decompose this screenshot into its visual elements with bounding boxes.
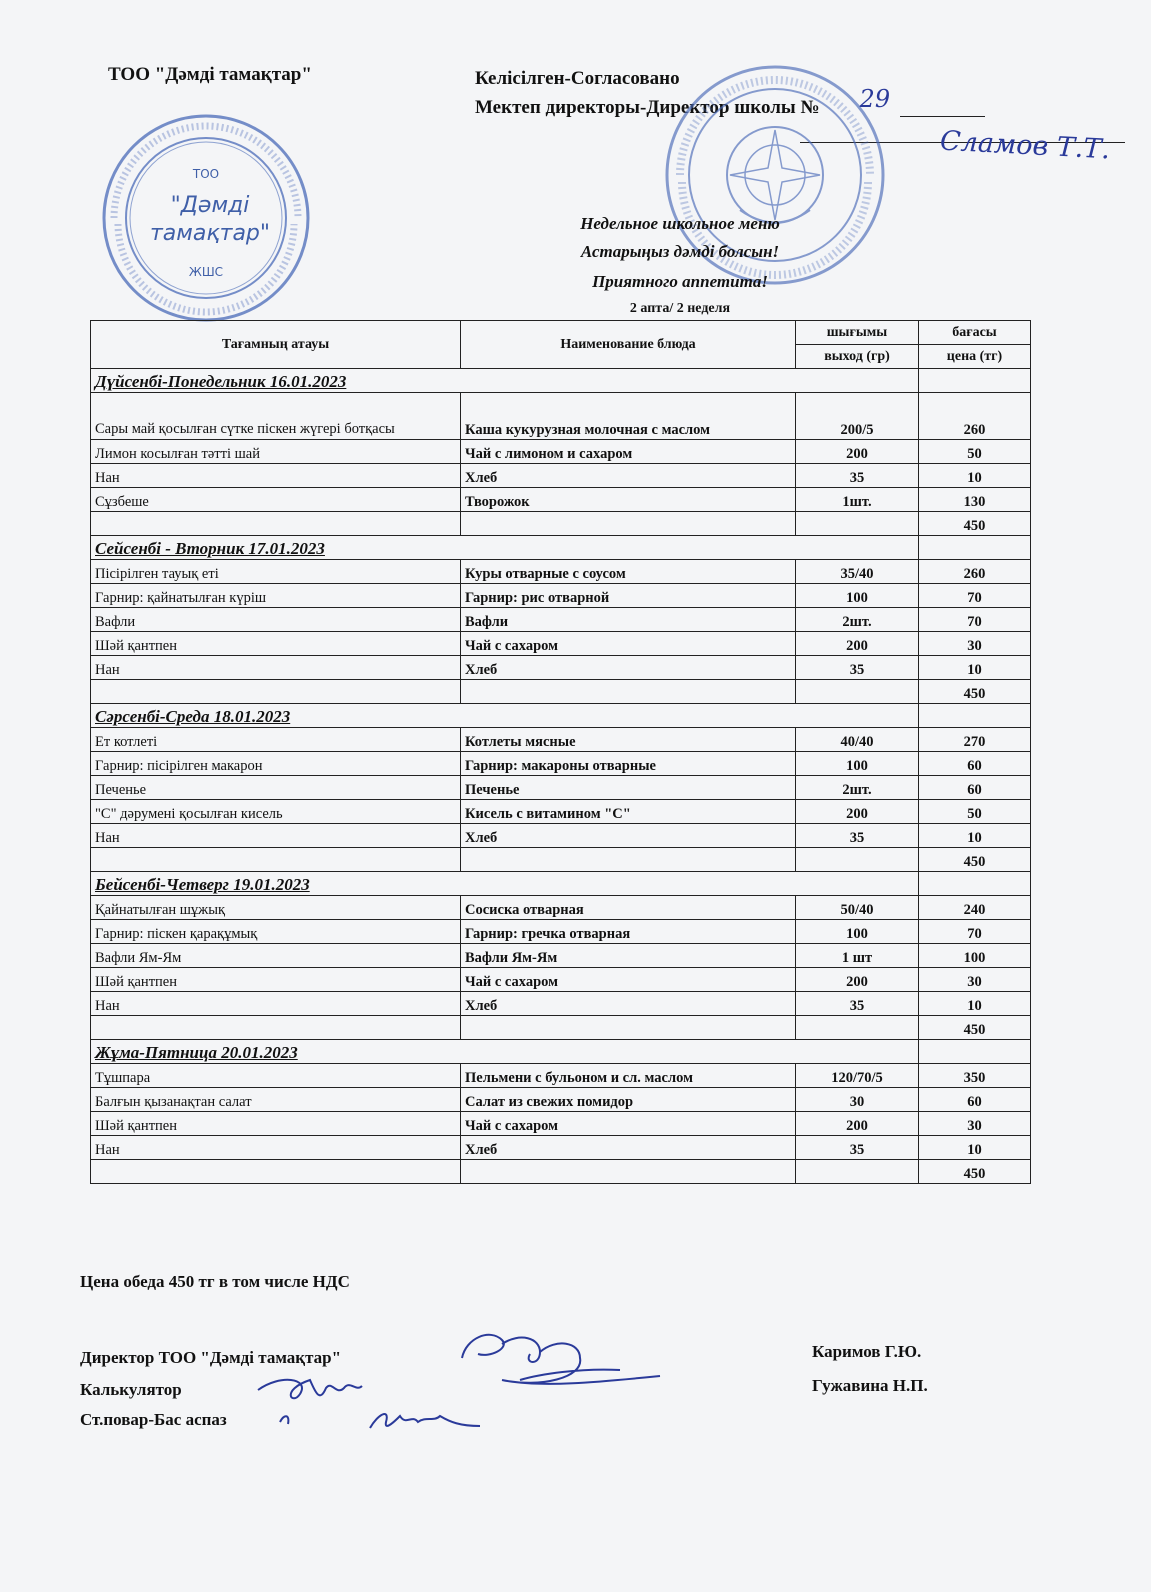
table-header-row [91, 321, 1031, 345]
table-row [91, 488, 1031, 512]
director-signature: Сламов Т.Т. [939, 125, 1111, 166]
dish-name-ru: Печенье [461, 776, 796, 800]
table-row [91, 752, 1031, 776]
dish-name-kz: Тұшпара [91, 1064, 461, 1088]
dish-name-ru: Хлеб [461, 656, 796, 680]
dish-output: 1шт. [796, 488, 919, 512]
dish-name-ru: Хлеб [461, 992, 796, 1016]
dish-price: 60 [919, 776, 1031, 800]
dish-output: 2шт. [796, 608, 919, 632]
dish-price: 260 [919, 560, 1031, 584]
table-row [91, 896, 1031, 920]
dish-price: 10 [919, 1136, 1031, 1160]
dish-name-kz: Гарнир: пісірілген макарон [91, 752, 461, 776]
dish-output: 200 [796, 440, 919, 464]
dish-output: 200 [796, 632, 919, 656]
dish-name-kz: Нан [91, 1136, 461, 1160]
day-name: Бейсенбі-Четверг 19.01.2023 [91, 872, 919, 896]
dish-name-kz: Сұзбеше [91, 488, 461, 512]
calculator-signature-stroke [258, 1380, 362, 1398]
day-name: Дүйсенбі-Понедельник 16.01.2023 [91, 369, 919, 393]
empty-cell [919, 1040, 1031, 1064]
title-line3: Приятного аппетита! [592, 272, 768, 291]
dish-name-ru: Пельмени с бульоном и сл. маслом [461, 1064, 796, 1088]
empty-cell [461, 1016, 796, 1040]
stamp-name-line1: "Дәмді [170, 193, 250, 218]
day-name: Жұма-Пятница 20.01.2023 [91, 1040, 919, 1064]
day-total: 450 [919, 1160, 1031, 1184]
dish-output: 35 [796, 992, 919, 1016]
dish-name-kz: Гарнир: қайнатылған күріш [91, 584, 461, 608]
dish-name-kz: Шәй қантпен [91, 632, 461, 656]
col-header-output-kz: шығымы [796, 321, 919, 345]
dish-name-ru: Вафли [461, 608, 796, 632]
dish-name-kz: Шәй қантпен [91, 1112, 461, 1136]
dish-price: 70 [919, 584, 1031, 608]
empty-cell [919, 704, 1031, 728]
dish-output: 200/5 [796, 393, 919, 440]
col-header-price-kz: бағасы [919, 321, 1031, 345]
dish-output: 40/40 [796, 728, 919, 752]
dish-name-kz: Пісірілген тауық еті [91, 560, 461, 584]
dish-price: 60 [919, 1088, 1031, 1112]
day-header-row [91, 369, 1031, 393]
day-total-row [91, 1160, 1031, 1184]
dish-price: 60 [919, 752, 1031, 776]
dish-output: 2шт. [796, 776, 919, 800]
week-label: 2 апта/ 2 неделя [629, 301, 731, 316]
dish-price: 10 [919, 992, 1031, 1016]
dish-name-ru: Чай с сахаром [461, 632, 796, 656]
day-total-row [91, 680, 1031, 704]
col-header-price-ru: цена (тг) [919, 345, 1031, 369]
dish-name-ru: Чай с лимоном и сахаром [461, 440, 796, 464]
dish-price: 10 [919, 656, 1031, 680]
title-line2: Астарыңыз дәмді болсын! [580, 242, 780, 261]
empty-cell [796, 1016, 919, 1040]
dish-name-ru: Гарнир: рис отварной [461, 584, 796, 608]
dish-name-kz: Сары май қосылған сүтке піскен жүгері ботқасы [91, 393, 461, 440]
director-label: Директор ТОО "Дәмді тамақтар" [80, 1348, 342, 1367]
dish-output: 35 [796, 464, 919, 488]
menu-table [90, 320, 1031, 1184]
dish-name-ru: Гарнир: гречка отварная [461, 920, 796, 944]
dish-output: 35/40 [796, 560, 919, 584]
empty-cell [796, 848, 919, 872]
company-stamp [100, 112, 312, 324]
day-header-row [91, 1040, 1031, 1064]
table-row [91, 656, 1031, 680]
table-row [91, 944, 1031, 968]
col-header-ru: Наименование блюда [461, 321, 796, 369]
dish-name-kz: Қайнатылған шұжық [91, 896, 461, 920]
dish-output: 35 [796, 656, 919, 680]
school-number: 29 [859, 85, 891, 113]
day-total-row [91, 512, 1031, 536]
empty-cell [796, 680, 919, 704]
day-total: 450 [919, 1016, 1031, 1040]
table-row [91, 800, 1031, 824]
calculator-label: Калькулятор [80, 1380, 182, 1399]
dish-name-kz: Вафли [91, 608, 461, 632]
price-note: Цена обеда 450 тг в том числе НДС [80, 1272, 350, 1291]
col-header-output-ru: выход (гр) [796, 345, 919, 369]
dish-name-ru: Куры отварные с соусом [461, 560, 796, 584]
dish-name-kz: Ет котлеті [91, 728, 461, 752]
school-number-underline [900, 116, 985, 117]
dish-price: 100 [919, 944, 1031, 968]
dish-name-kz: Печенье [91, 776, 461, 800]
day-header-row [91, 872, 1031, 896]
dish-price: 30 [919, 1112, 1031, 1136]
dish-name-ru: Чай с сахаром [461, 1112, 796, 1136]
dish-name-kz: Шәй қантпен [91, 968, 461, 992]
dish-price: 130 [919, 488, 1031, 512]
dish-output: 100 [796, 584, 919, 608]
dish-price: 30 [919, 968, 1031, 992]
dish-name-ru: Хлеб [461, 1136, 796, 1160]
empty-cell [919, 536, 1031, 560]
empty-cell [91, 512, 461, 536]
table-row [91, 824, 1031, 848]
dish-name-kz: Балғын қызанақтан салат [91, 1088, 461, 1112]
day-header-row [91, 536, 1031, 560]
dish-output: 1 шт [796, 944, 919, 968]
empty-cell [91, 1160, 461, 1184]
day-name: Сейсенбі - Вторник 17.01.2023 [91, 536, 919, 560]
dish-price: 10 [919, 464, 1031, 488]
table-row [91, 1136, 1031, 1160]
dish-name-ru: Салат из свежих помидор [461, 1088, 796, 1112]
table-row [91, 1088, 1031, 1112]
dish-price: 350 [919, 1064, 1031, 1088]
dish-price: 70 [919, 608, 1031, 632]
day-name: Сәрсенбі-Среда 18.01.2023 [91, 704, 919, 728]
signatures [240, 1318, 680, 1448]
dish-output: 30 [796, 1088, 919, 1112]
dish-output: 35 [796, 824, 919, 848]
empty-cell [461, 512, 796, 536]
day-total-row [91, 848, 1031, 872]
day-total-row [91, 1016, 1031, 1040]
table-row [91, 464, 1031, 488]
dish-name-ru: Каша кукурузная молочная с маслом [461, 393, 796, 440]
stamp-top-text: ТОО [192, 167, 220, 181]
table-row [91, 393, 1031, 440]
company-name: ТОО "Дәмді тамақтар" [108, 64, 312, 85]
dish-name-kz: "С" дәрумені қосылған кисель [91, 800, 461, 824]
table-row [91, 440, 1031, 464]
table-row [91, 584, 1031, 608]
table-row [91, 632, 1031, 656]
table-row [91, 992, 1031, 1016]
dish-name-ru: Сосиска отварная [461, 896, 796, 920]
stamp-bottom-text: ЖШС [188, 265, 224, 279]
dish-name-ru: Вафли Ям-Ям [461, 944, 796, 968]
empty-cell [91, 680, 461, 704]
day-total: 450 [919, 680, 1031, 704]
dish-name-ru: Творожок [461, 488, 796, 512]
director-signature-stroke [462, 1335, 660, 1384]
stamp-name-line2: тамақтар" [149, 221, 271, 246]
dish-output: 200 [796, 968, 919, 992]
day-header-row [91, 704, 1031, 728]
dish-output: 200 [796, 800, 919, 824]
table-row [91, 608, 1031, 632]
dish-price: 30 [919, 632, 1031, 656]
dish-price: 70 [919, 920, 1031, 944]
empty-cell [461, 848, 796, 872]
dish-name-ru: Хлеб [461, 824, 796, 848]
dish-price: 270 [919, 728, 1031, 752]
dish-price: 50 [919, 800, 1031, 824]
dish-output: 200 [796, 1112, 919, 1136]
table-row [91, 776, 1031, 800]
dish-name-ru: Кисель с витамином "С" [461, 800, 796, 824]
agreed-label: Келісілген-Согласовано [475, 68, 680, 89]
table-row [91, 920, 1031, 944]
empty-cell [91, 848, 461, 872]
empty-cell [796, 1160, 919, 1184]
table-row [91, 1112, 1031, 1136]
empty-cell [91, 1016, 461, 1040]
dish-name-kz: Нан [91, 992, 461, 1016]
dish-output: 120/70/5 [796, 1064, 919, 1088]
table-row [91, 728, 1031, 752]
director-line-label: Мектеп директоры-Директор школы № [475, 97, 820, 118]
dish-name-kz: Лимон косылған тәтті шай [91, 440, 461, 464]
dish-output: 100 [796, 920, 919, 944]
director-name: Каримов Г.Ю. [812, 1342, 922, 1361]
empty-cell [919, 872, 1031, 896]
day-total: 450 [919, 512, 1031, 536]
table-row [91, 560, 1031, 584]
table-row [91, 1064, 1031, 1088]
empty-cell [796, 512, 919, 536]
dish-price: 260 [919, 393, 1031, 440]
dish-name-kz: Нан [91, 824, 461, 848]
dish-output: 100 [796, 752, 919, 776]
dish-name-kz: Нан [91, 464, 461, 488]
dish-name-ru: Чай с сахаром [461, 968, 796, 992]
dish-output: 35 [796, 1136, 919, 1160]
empty-cell [461, 1160, 796, 1184]
chef-signature-stroke [280, 1414, 480, 1428]
dish-name-ru: Гарнир: макароны отварные [461, 752, 796, 776]
chef-label: Ст.повар-Бас аспаз [80, 1410, 227, 1429]
dish-price: 50 [919, 440, 1031, 464]
dish-name-kz: Нан [91, 656, 461, 680]
day-total: 450 [919, 848, 1031, 872]
col-header-kz: Тағамның атауы [91, 321, 461, 369]
stamp-seal-graphic [104, 116, 308, 320]
dish-output: 50/40 [796, 896, 919, 920]
empty-cell [461, 680, 796, 704]
empty-cell [919, 369, 1031, 393]
title-line1: Недельное школьное меню [580, 214, 780, 233]
dish-name-kz: Гарнир: піскен қарақұмық [91, 920, 461, 944]
dish-name-ru: Хлеб [461, 464, 796, 488]
dish-name-ru: Котлеты мясные [461, 728, 796, 752]
calculator-name: Гужавина Н.П. [812, 1376, 928, 1395]
dish-price: 10 [919, 824, 1031, 848]
dish-price: 240 [919, 896, 1031, 920]
dish-name-kz: Вафли Ям-Ям [91, 944, 461, 968]
table-row [91, 968, 1031, 992]
